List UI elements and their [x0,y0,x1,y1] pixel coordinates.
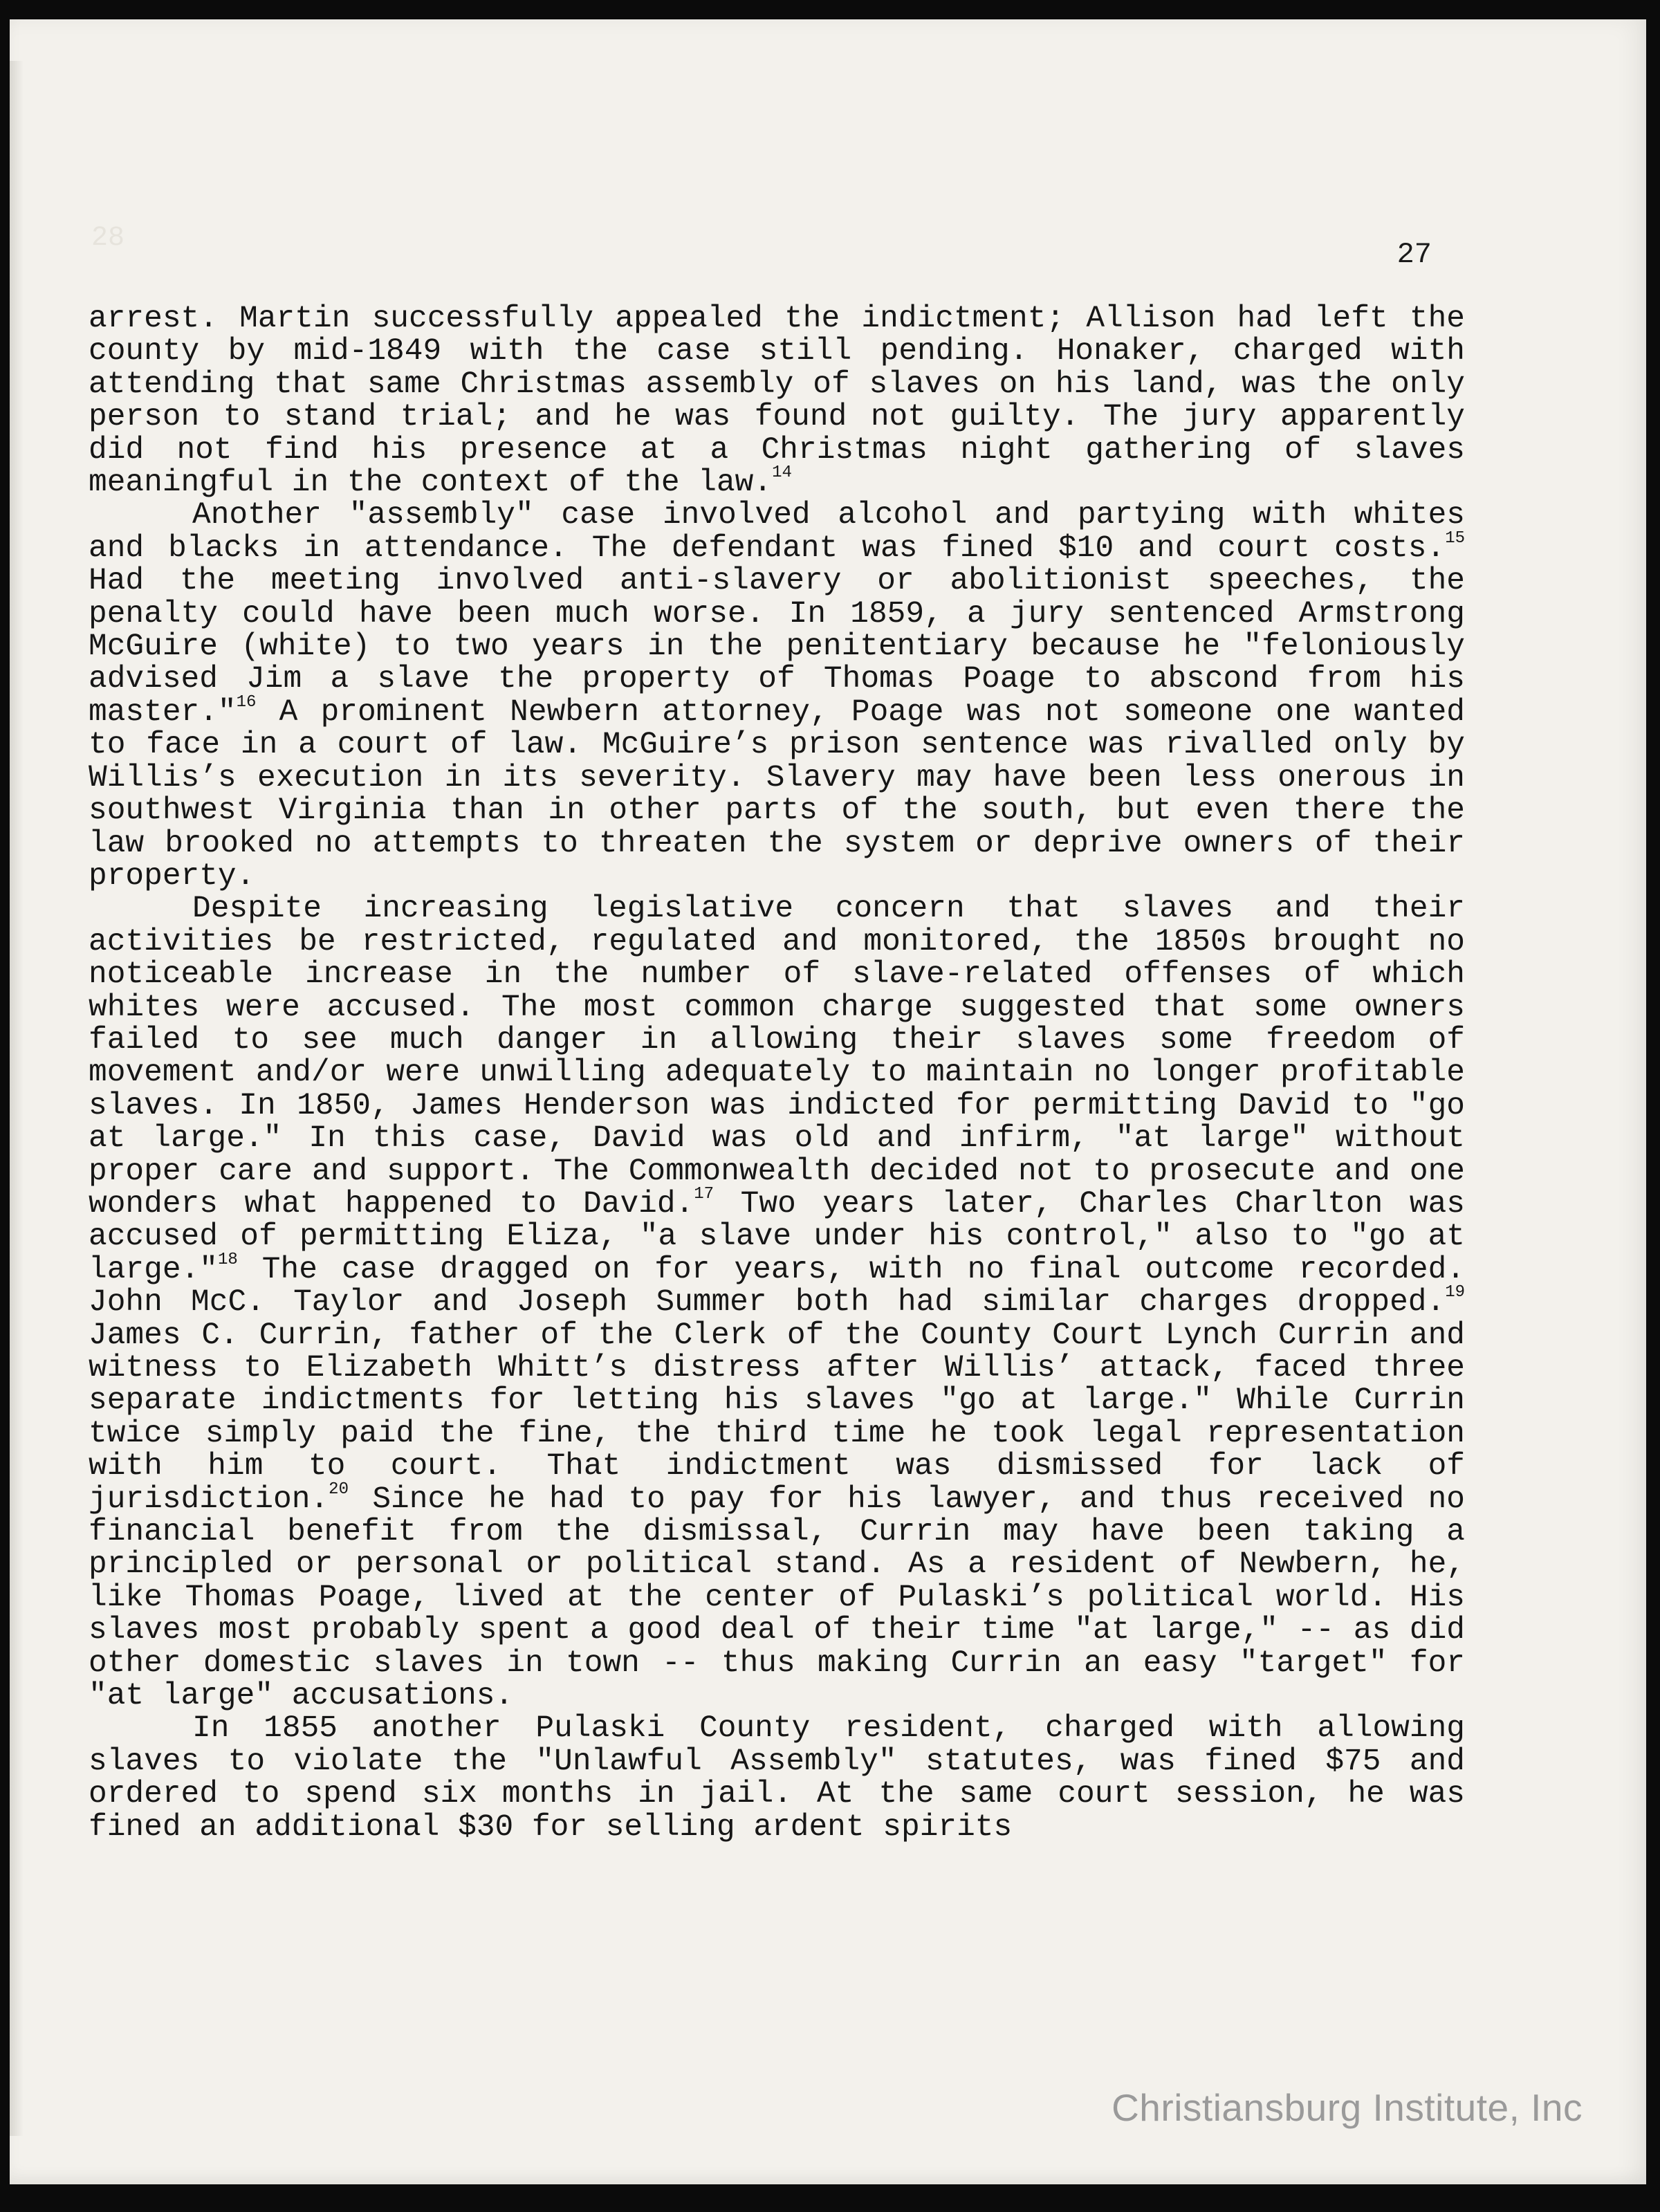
body-text [89,303,1465,1844]
text-run: Since he had to pay for his lawyer, and thus received no financial benefit from the dismissal, Currin may have been taking a principled or personal or political stand. As a resident of Newbern, he, like Thomas Poage, lived at the center of Pulaski’s political world. His slaves most probably spent a good deal of their time "at large," -- as did other domestic slaves in town -- thus making Currin an easy "target" for "at large" accusations. [89,1482,1465,1714]
watermark: Christiansburg Institute, Inc [1112,2086,1583,2129]
text-run: In 1855 another Pulaski County resident, charged with allowing slaves to violate the "Unlawful Assembly" statutes, was fined $75 and ordered to spend six months in jail. At the same court session, he was fined an additional $30 for selling ardent spirits [89,1711,1465,1845]
text-run: Had the meeting involved anti-slavery or abolitionist speeches, the penalty could have been much worse. In 1859, a jury sentenced Armstrong McGuire (white) to two years in the penitentiary because he "feloniously advised Jim a slave the property of Thomas Poage to abscond from his master." [89,564,1465,730]
footnote-ref: 16 [236,693,257,712]
footnote-ref: 17 [694,1185,714,1204]
text-run: arrest. Martin successfully appealed the indictment; Allison had left the county by mid-1849 with the case still pending. Honaker, charged with attending that same Christmas assembly of slaves on his land, was the only person to stand trial; and he was found not guilty. The jury apparently did not find his presence at a Christmas night gathering of slaves meaningful in the context of the law. [89,302,1465,501]
text-run: Another "assembly" case involved alcohol and partying with whites and blacks in attendance. The defendant was fined $10 and court costs. [89,498,1465,566]
footnote-ref: 18 [217,1250,238,1269]
document-page [10,19,1646,2184]
paragraph-2 [89,499,1465,893]
bleed-through-page-number: 28 [91,223,125,254]
paragraph-4 [89,1713,1465,1844]
footnote-ref: 14 [772,463,792,483]
paragraph-3 [89,893,1465,1713]
footnote-ref: 15 [1445,529,1465,549]
text-run: Despite increasing legislative concern that slaves and their activities be restricted, regulated and monitored, the 1850s brought no noticeable increase in the number of slave-related offenses of which whites were accused. The most common charge suggested that some owners failed to see much danger in allowing their slaves some freedom of movement and/or were unwilling adequately to maintain no longer profitable slaves. In 1850, James Henderson was indicted for permitting David to "go at large." In this case, David was old and infirm, "at large" without proper care and support. The Commonwealth decided not to prosecute and one wonders what happened to David. [89,892,1465,1222]
text-run: James C. Currin, father of the Clerk of the County Court Lynch Currin and witness to Elizabeth Whitt’s distress after Willis’ attack, faced three separate indictments for letting his slaves "go at large." While Currin twice simply paid the fine, the third time he took legal representation with him to court. That indictment was dismissed for lack of jurisdiction. [89,1318,1465,1517]
text-run: A prominent Newbern attorney, Poage was not someone one wanted to face in a court of law. McGuire’s prison sentence was rivalled only by Willis’s execution in its severity. Slavery may have been less onerous in southwest Virginia than in other parts of the south, but even there the law brooked no attempts to threaten the system or deprive owners of their property. [89,694,1465,894]
page-number: 27 [1396,238,1432,271]
footnote-ref: 19 [1445,1283,1465,1302]
footnote-ref: 20 [329,1480,349,1499]
text-run: Two years later, Charles Charlton was accused of permitting Eliza, "a slave under his control," also to "go at large." [89,1186,1466,1287]
paragraph-1 [89,303,1465,499]
text-run: The case dragged on for years, with no final outcome recorded. John McC. Taylor and Joseph Summer both had similar charges dropped. [89,1252,1465,1320]
page-edge-shadow [10,61,24,2136]
